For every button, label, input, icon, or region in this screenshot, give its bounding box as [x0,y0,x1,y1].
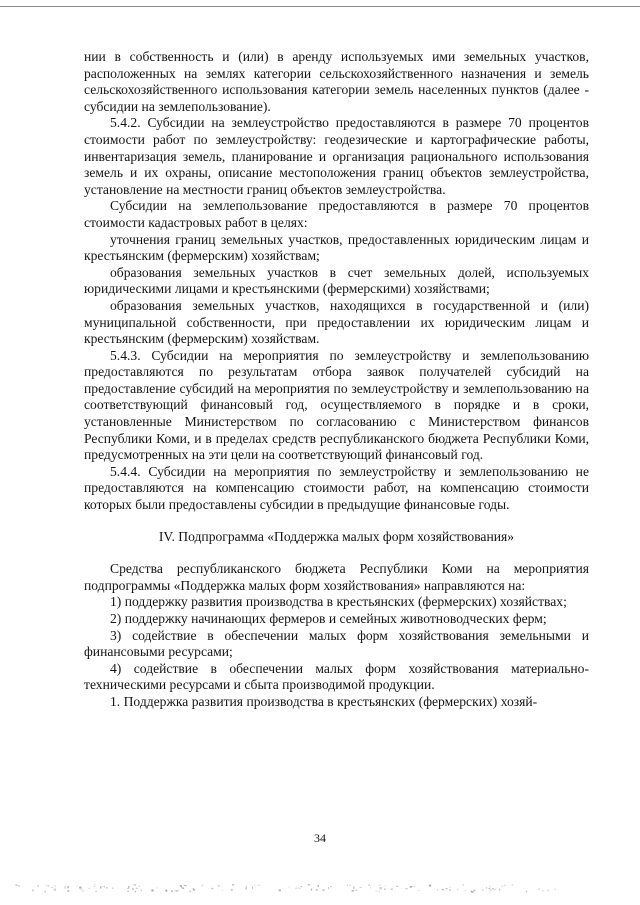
paragraph-land-use-subsidies: Субсидии на землепользование предоставляются в размере 70 процентов стоимости кадастровых работ в целях: [84,198,589,230]
paragraph-support-farms: 1. Поддержка развития производства в крестьянских (фермерских) хозяй- [110,693,538,709]
top-border-line [0,6,640,7]
list-item-4: 4) содействие в обеспечении малых форм хозяйствования материально-техническими ресурсами и сбыта производимой продукции. [84,660,589,693]
paragraph-purpose-state-land: образования земельных участков, находящихся в государственной и (или) муниципальной собственности, при предоставлении их юридическим лицам и крестьянским (фермерским) хозяйствам. [84,297,589,347]
document-body [84,49,589,711]
paragraph-5-4-2: 5.4.2. Субсидии на землеустройство предоставляются в размере 70 процентов стоимости работ по землеустройству: геодезические и картографические работы, инвентаризация земель, планирование и организация рационального использования земель и их охраны, описание местоположения границ объектов землеустройства, установление на местности границ объектов землеустройства. [84,115,589,197]
paragraph-5-4-4: 5.4.4. Субсидии на мероприятия по землеустройству и землепользованию не предоставляются на компенсацию стоимости работ, на компенсацию стоимости которых были предоставлены субсидии в предыдущие финансовые годы. [84,463,589,513]
paragraph-funds-intro: Средства республиканского бюджета Республики Коми на мероприятия подпрограммы «Поддержка малых форм хозяйствования» направляются на: [84,561,589,593]
list-item-1: 1) поддержку развития производства в крестьянских (фермерских) хозяйствах; [110,594,567,610]
paragraph-5-4-3: 5.4.3. Субсидии на мероприятия по землеустройству и землепользованию предоставляются по результатам отбора заявок получателей субсидий на предоставление субсидий на мероприятия по землеустройству и землепользованию на соответствующий финансовый год, осуществляемого в порядке и в сроки, установленные Министерством по согласованию с Министерством финансов Республики Коми, и в пределах средств республиканского бюджета Республики Коми, предусмотренных на эти цели на соответствующий финансовый год. [84,347,589,463]
paragraph-continuation: нии в собственность и (или) в аренду используемых ими земельных участков, расположенных на землях категории сельскохозяйственного назначения и земель сельскохозяйственного использования категории земель населенных пунктов (далее - субсидии на землепользование). [84,49,589,114]
scan-artifact-dots [0,880,640,894]
list-item-2: 2) поддержку начинающих фермеров и семейных животноводческих ферм; [110,611,547,626]
page-number: 34 [314,831,326,845]
paragraph-purpose-boundaries: уточнения границ земельных участков, предоставленных юридическим лицам и крестьянским (фермерским) хозяйствам; [84,231,589,264]
list-item-3: 3) содействие в обеспечении малых форм хозяйствования земельными и финансовыми ресурсами; [84,627,589,660]
paragraph-purpose-land-shares: образования земельных участков в счет земельных долей, используемых юридическими лицами и крестьянскими (фермерскими) хозяйствами; [84,264,589,297]
section-heading: IV. Подпрограмма «Поддержка малых форм хозяйствования» [158,528,515,544]
